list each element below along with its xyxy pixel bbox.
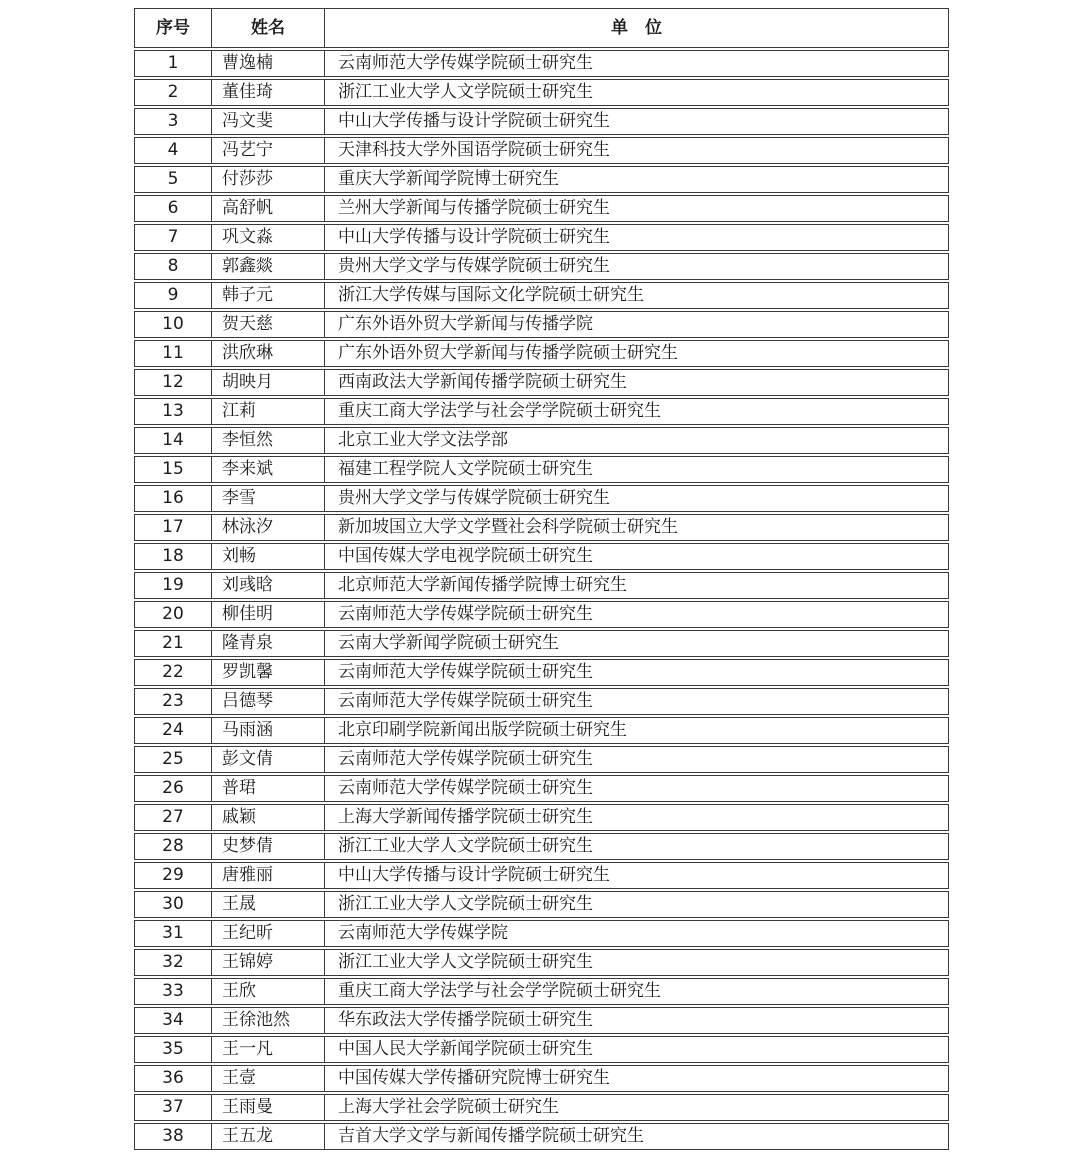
row-index-cell: 30 <box>135 892 212 917</box>
row-index-cell: 13 <box>135 399 212 424</box>
table-header-row <box>134 8 949 48</box>
row-index-cell: 9 <box>135 283 212 308</box>
table-row <box>134 601 949 628</box>
row-index-cell: 10 <box>135 312 212 337</box>
row-name-cell: 韩子元 <box>212 283 325 308</box>
row-unit-cell: 浙江工业大学人文学院硕士研究生 <box>338 836 593 856</box>
row-name-cell: 冯文斐 <box>212 109 325 134</box>
row-index-cell: 32 <box>135 950 212 975</box>
table-row <box>134 833 949 860</box>
row-index-cell: 33 <box>135 979 212 1004</box>
row-unit-cell: 天津科技大学外国语学院硕士研究生 <box>338 140 610 160</box>
row-unit-cell: 云南师范大学传媒学院硕士研究生 <box>338 53 593 73</box>
row-index-cell: 15 <box>135 457 212 482</box>
table-body <box>134 50 949 1150</box>
row-index-cell: 14 <box>135 428 212 453</box>
row-unit-cell: 浙江工业大学人文学院硕士研究生 <box>338 82 593 102</box>
table-row <box>134 79 949 106</box>
row-name-cell: 刘彧晗 <box>212 573 325 598</box>
row-unit-cell: 中山大学传播与设计学院硕士研究生 <box>338 111 610 131</box>
row-unit-cell: 吉首大学文学与新闻传播学院硕士研究生 <box>338 1126 644 1146</box>
row-unit-cell: 云南师范大学传媒学院硕士研究生 <box>338 778 593 798</box>
row-index-cell: 2 <box>135 80 212 105</box>
table-row <box>134 543 949 570</box>
table-row <box>134 862 949 889</box>
row-name-cell: 江莉 <box>212 399 325 424</box>
row-name-cell: 林泳汐 <box>212 515 325 540</box>
table-row <box>134 50 949 77</box>
row-index-cell: 23 <box>135 689 212 714</box>
row-unit-cell: 上海大学社会学院硕士研究生 <box>338 1097 559 1117</box>
row-unit-cell: 广东外语外贸大学新闻与传播学院 <box>338 314 593 334</box>
row-unit-cell: 中山大学传播与设计学院硕士研究生 <box>338 865 610 885</box>
table-row <box>134 920 949 947</box>
row-index-cell: 36 <box>135 1066 212 1091</box>
row-unit-cell: 新加坡国立大学文学暨社会科学院硕士研究生 <box>338 517 678 537</box>
row-index-cell: 7 <box>135 225 212 250</box>
row-index-cell: 5 <box>135 167 212 192</box>
row-unit-cell: 广东外语外贸大学新闻与传播学院硕士研究生 <box>338 343 678 363</box>
row-index-cell: 21 <box>135 631 212 656</box>
row-name-cell: 冯艺宁 <box>212 138 325 163</box>
row-index-cell: 38 <box>135 1124 212 1149</box>
table-row <box>134 746 949 773</box>
table-row <box>134 891 949 918</box>
roster-table <box>134 8 949 1152</box>
row-index-cell: 25 <box>135 747 212 772</box>
header-index: 序号 <box>135 9 212 47</box>
table-row <box>134 456 949 483</box>
table-row <box>134 949 949 976</box>
row-index-cell: 31 <box>135 921 212 946</box>
table-row <box>134 195 949 222</box>
table-row <box>134 717 949 744</box>
table-row <box>134 253 949 280</box>
row-name-cell: 王五龙 <box>212 1124 325 1149</box>
table-row <box>134 688 949 715</box>
table-row <box>134 572 949 599</box>
table-row <box>134 224 949 251</box>
row-index-cell: 18 <box>135 544 212 569</box>
row-name-cell: 王晟 <box>212 892 325 917</box>
row-unit-cell: 云南师范大学传媒学院 <box>338 923 508 943</box>
row-index-cell: 24 <box>135 718 212 743</box>
header-unit: 单 位 <box>611 17 662 38</box>
row-index-cell: 37 <box>135 1095 212 1120</box>
row-name-cell: 王欣 <box>212 979 325 1004</box>
row-index-cell: 8 <box>135 254 212 279</box>
row-index-cell: 11 <box>135 341 212 366</box>
row-name-cell: 马雨涵 <box>212 718 325 743</box>
table-row <box>134 1094 949 1121</box>
row-unit-cell: 上海大学新闻传播学院硕士研究生 <box>338 807 593 827</box>
row-name-cell: 王壹 <box>212 1066 325 1091</box>
row-name-cell: 高舒帆 <box>212 196 325 221</box>
row-unit-cell: 云南大学新闻学院硕士研究生 <box>338 633 559 653</box>
table-row <box>134 398 949 425</box>
row-index-cell: 26 <box>135 776 212 801</box>
table-row <box>134 514 949 541</box>
row-unit-cell: 中国人民大学新闻学院硕士研究生 <box>338 1039 593 1059</box>
row-name-cell: 董佳琦 <box>212 80 325 105</box>
row-unit-cell: 福建工程学院人文学院硕士研究生 <box>338 459 593 479</box>
row-name-cell: 隆青泉 <box>212 631 325 656</box>
row-index-cell: 19 <box>135 573 212 598</box>
row-name-cell: 巩文淼 <box>212 225 325 250</box>
row-name-cell: 贺天慈 <box>212 312 325 337</box>
table-row <box>134 1036 949 1063</box>
row-unit-cell: 重庆工商大学法学与社会学学院硕士研究生 <box>338 401 661 421</box>
table-row <box>134 340 949 367</box>
row-unit-cell: 北京师范大学新闻传播学院博士研究生 <box>338 575 627 595</box>
row-name-cell: 罗凯馨 <box>212 660 325 685</box>
row-unit-cell: 中山大学传播与设计学院硕士研究生 <box>338 227 610 247</box>
row-name-cell: 柳佳明 <box>212 602 325 627</box>
row-name-cell: 洪欣琳 <box>212 341 325 366</box>
row-index-cell: 28 <box>135 834 212 859</box>
row-index-cell: 34 <box>135 1008 212 1033</box>
row-index-cell: 16 <box>135 486 212 511</box>
row-index-cell: 35 <box>135 1037 212 1062</box>
table-row <box>134 1123 949 1150</box>
row-name-cell: 郭鑫燚 <box>212 254 325 279</box>
row-name-cell: 曹逸楠 <box>212 51 325 76</box>
table-row <box>134 1007 949 1034</box>
table-row <box>134 659 949 686</box>
row-unit-cell: 云南师范大学传媒学院硕士研究生 <box>338 749 593 769</box>
row-unit-cell: 贵州大学文学与传媒学院硕士研究生 <box>338 256 610 276</box>
table-row <box>134 166 949 193</box>
table-row <box>134 1065 949 1092</box>
row-name-cell: 唐雅丽 <box>212 863 325 888</box>
row-name-cell: 李来斌 <box>212 457 325 482</box>
table-row <box>134 427 949 454</box>
row-unit-cell: 云南师范大学传媒学院硕士研究生 <box>338 604 593 624</box>
row-name-cell: 付莎莎 <box>212 167 325 192</box>
table-row <box>134 804 949 831</box>
row-index-cell: 12 <box>135 370 212 395</box>
row-index-cell: 1 <box>135 51 212 76</box>
row-unit-cell: 北京印刷学院新闻出版学院硕士研究生 <box>338 720 627 740</box>
row-unit-cell: 贵州大学文学与传媒学院硕士研究生 <box>338 488 610 508</box>
row-unit-cell: 西南政法大学新闻传播学院硕士研究生 <box>338 372 627 392</box>
row-name-cell: 刘畅 <box>212 544 325 569</box>
row-index-cell: 29 <box>135 863 212 888</box>
row-unit-cell: 浙江工业大学人文学院硕士研究生 <box>338 952 593 972</box>
row-index-cell: 4 <box>135 138 212 163</box>
row-index-cell: 22 <box>135 660 212 685</box>
row-unit-cell: 云南师范大学传媒学院硕士研究生 <box>338 662 593 682</box>
table-row <box>134 978 949 1005</box>
row-name-cell: 王徐池然 <box>212 1008 325 1033</box>
table-row <box>134 282 949 309</box>
row-name-cell: 彭文倩 <box>212 747 325 772</box>
row-name-cell: 史梦倩 <box>212 834 325 859</box>
row-name-cell: 李雪 <box>212 486 325 511</box>
row-name-cell: 王纪昕 <box>212 921 325 946</box>
row-unit-cell: 云南师范大学传媒学院硕士研究生 <box>338 691 593 711</box>
row-name-cell: 胡映月 <box>212 370 325 395</box>
row-unit-cell: 重庆工商大学法学与社会学学院硕士研究生 <box>338 981 661 1001</box>
header-name: 姓名 <box>212 9 325 47</box>
row-unit-cell: 重庆大学新闻学院博士研究生 <box>338 169 559 189</box>
row-unit-cell: 浙江大学传媒与国际文化学院硕士研究生 <box>338 285 644 305</box>
row-unit-cell: 浙江工业大学人文学院硕士研究生 <box>338 894 593 914</box>
table-row <box>134 311 949 338</box>
table-row <box>134 775 949 802</box>
table-row <box>134 630 949 657</box>
row-index-cell: 3 <box>135 109 212 134</box>
table-row <box>134 485 949 512</box>
row-name-cell: 戚颖 <box>212 805 325 830</box>
row-index-cell: 27 <box>135 805 212 830</box>
row-unit-cell: 华东政法大学传播学院硕士研究生 <box>338 1010 593 1030</box>
row-unit-cell: 中国传媒大学传播研究院博士研究生 <box>338 1068 610 1088</box>
row-unit-cell: 北京工业大学文法学部 <box>338 430 508 450</box>
row-name-cell: 吕德琴 <box>212 689 325 714</box>
table-row <box>134 369 949 396</box>
row-name-cell: 普珺 <box>212 776 325 801</box>
row-unit-cell: 中国传媒大学电视学院硕士研究生 <box>338 546 593 566</box>
row-name-cell: 王锦婷 <box>212 950 325 975</box>
table-row <box>134 108 949 135</box>
table-row <box>134 137 949 164</box>
row-index-cell: 20 <box>135 602 212 627</box>
row-name-cell: 李恒然 <box>212 428 325 453</box>
row-index-cell: 17 <box>135 515 212 540</box>
row-name-cell: 王雨曼 <box>212 1095 325 1120</box>
row-unit-cell: 兰州大学新闻与传播学院硕士研究生 <box>338 198 610 218</box>
row-index-cell: 6 <box>135 196 212 221</box>
row-name-cell: 王一凡 <box>212 1037 325 1062</box>
